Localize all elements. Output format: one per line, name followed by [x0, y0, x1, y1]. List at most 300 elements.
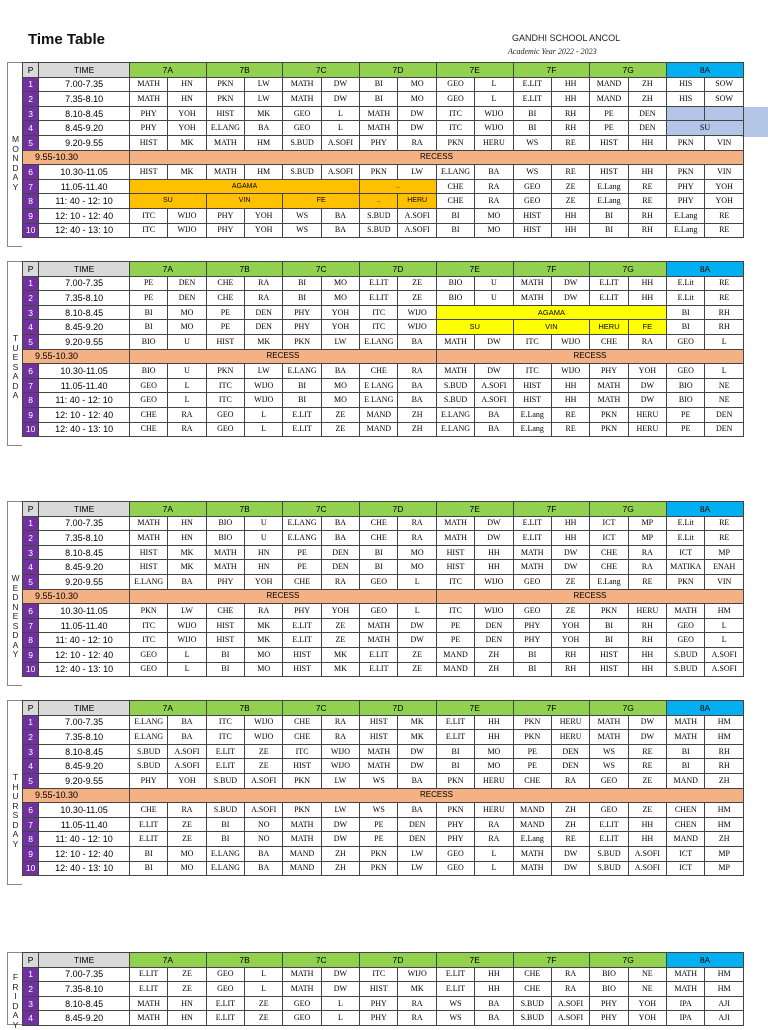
subject-cell: ICT: [667, 846, 705, 861]
subject-cell: ITC: [436, 121, 474, 136]
subject-cell: CHE: [129, 803, 167, 818]
subject-cell: L: [245, 407, 283, 422]
subject-cell: ITC: [360, 320, 398, 335]
subject-cell: U: [168, 364, 206, 379]
subject-cell: ZH: [475, 662, 513, 677]
subject-cell: ZE: [551, 179, 589, 194]
subject-cell: MATH: [129, 77, 167, 92]
table-row: [23, 633, 744, 648]
table-row: [23, 803, 744, 818]
recess-label: RECESS: [129, 788, 743, 803]
header-class: 7F: [513, 262, 590, 277]
subject-cell: NE: [628, 982, 666, 997]
period-time: 7.35-8.10: [39, 92, 130, 107]
subject-cell: YOH: [321, 305, 359, 320]
header-row: [23, 701, 744, 716]
subject-cell: S.BUD: [590, 846, 628, 861]
subject-cell: RA: [398, 135, 436, 150]
subject-cell: RA: [398, 996, 436, 1011]
subject-cell: S.BUD: [436, 378, 474, 393]
subject-cell: RA: [245, 276, 283, 291]
subject-cell: PHY: [590, 1011, 628, 1026]
table-row: [23, 516, 744, 531]
subject-cell: RE: [551, 407, 589, 422]
header-class: 7B: [206, 502, 283, 517]
subject-cell: DW: [398, 759, 436, 774]
subject-cell: HH: [628, 832, 666, 847]
subject-cell: HIST: [360, 982, 398, 997]
subject-cell: CHE: [129, 407, 167, 422]
subject-cell: DW: [475, 531, 513, 546]
subject-cell: ITC: [206, 715, 244, 730]
subject-cell: L: [475, 92, 513, 107]
subject-cell: DW: [475, 516, 513, 531]
day-block: [7, 700, 744, 885]
subject-cell: E.LIT: [436, 967, 474, 982]
subject-cell: HIS: [667, 77, 705, 92]
table-row: [23, 662, 744, 677]
period-time: 7.35-8.10: [39, 531, 130, 546]
subject-cell: MK: [398, 715, 436, 730]
table-row: [23, 604, 744, 619]
subject-cell: DW: [398, 106, 436, 121]
subject-cell: ZE: [551, 194, 589, 209]
subject-cell: PHY: [283, 320, 321, 335]
subject-cell: MATH: [667, 982, 705, 997]
header-class: 7B: [206, 953, 283, 968]
subject-cell: WS: [590, 759, 628, 774]
subject-cell: HIST: [129, 165, 167, 180]
subject-cell: MK: [245, 106, 283, 121]
subject-cell: HH: [475, 982, 513, 997]
subject-cell: CHE: [436, 194, 474, 209]
subject-cell: DEN: [628, 106, 666, 121]
subject-cell: HN: [168, 516, 206, 531]
subject-cell: ZH: [705, 832, 744, 847]
subject-cell: PHY: [513, 633, 551, 648]
subject-cell: U: [475, 291, 513, 306]
subject-cell: E.LIT: [513, 92, 551, 107]
period-time: 11.05-11.40: [39, 817, 130, 832]
subject-cell: HIST: [590, 647, 628, 662]
table-row: [23, 150, 744, 165]
subject-cell: BI: [590, 208, 628, 223]
subject-cell: HH: [475, 545, 513, 560]
subject-cell: PE: [436, 633, 474, 648]
period-number: 2: [23, 531, 39, 546]
subject-cell: HH: [551, 77, 589, 92]
day-name: T H U R S D A Y: [12, 772, 19, 849]
subject-cell: BA: [321, 208, 359, 223]
subject-cell: RH: [628, 633, 666, 648]
subject-cell: DW: [551, 861, 589, 876]
subject-cell: MK: [168, 165, 206, 180]
subject-cell: BI: [206, 832, 244, 847]
subject-cell: DW: [398, 121, 436, 136]
header-class: 7B: [206, 701, 283, 716]
table-row: [23, 744, 744, 759]
subject-cell: RE: [551, 135, 589, 150]
subject-cell: RH: [551, 106, 589, 121]
subject-cell: HIST: [513, 208, 551, 223]
subject-cell: GEO: [283, 1011, 321, 1026]
subject-cell: DEN: [321, 560, 359, 575]
header-class: 7F: [513, 502, 590, 517]
subject-cell: LW: [168, 604, 206, 619]
subject-cell: ITC: [513, 364, 551, 379]
subject-cell: ZE: [245, 996, 283, 1011]
subject-cell: BI: [590, 618, 628, 633]
subject-cell: ZE: [398, 662, 436, 677]
subject-cell: GEO: [667, 334, 705, 349]
subject-cell: [705, 106, 744, 121]
subject-cell: E.LIT: [436, 982, 474, 997]
subject-cell: L: [321, 1011, 359, 1026]
subject-cell: YOH: [321, 320, 359, 335]
subject-cell: BA: [398, 803, 436, 818]
subject-cell: ITC: [360, 305, 398, 320]
subject-cell: MATH: [513, 291, 551, 306]
table-row: [23, 223, 744, 238]
subject-cell: MATH: [590, 378, 628, 393]
subject-cell: RH: [551, 647, 589, 662]
subject-cell: L: [475, 861, 513, 876]
subject-cell: E.LANG: [360, 334, 398, 349]
period-number: 5: [23, 773, 39, 788]
period-time: 9.20-9.55: [39, 334, 130, 349]
subject-cell: ZE: [398, 276, 436, 291]
header-class: 7G: [590, 262, 667, 277]
header-class: 7D: [360, 701, 437, 716]
subject-cell: MATH: [283, 92, 321, 107]
subject-cell: E.LANG: [436, 165, 474, 180]
subject-cell: E.LIT: [360, 276, 398, 291]
subject-cell: RA: [398, 531, 436, 546]
subject-cell: PHY: [206, 208, 244, 223]
subject-cell: RA: [398, 516, 436, 531]
period-time: 8.10-8.45: [39, 545, 130, 560]
subject-cell: E.Lit: [667, 531, 705, 546]
subject-cell: ZE: [628, 803, 666, 818]
subject-cell: DW: [321, 832, 359, 847]
subject-cell: WIJO: [321, 744, 359, 759]
table-row: [23, 788, 744, 803]
subject-cell: PHY: [129, 106, 167, 121]
subject-cell: L: [475, 77, 513, 92]
subject-cell: RA: [475, 832, 513, 847]
subject-cell: GEO: [206, 967, 244, 982]
subject-cell: E.LIT: [283, 633, 321, 648]
subject-cell: HIST: [590, 662, 628, 677]
subject-cell: HH: [475, 560, 513, 575]
subject-cell: DEN: [321, 545, 359, 560]
subject-cell: IPA: [667, 996, 705, 1011]
subject-cell: ITC: [360, 967, 398, 982]
subject-cell: MAND: [667, 832, 705, 847]
subject-cell: BI: [360, 545, 398, 560]
header-class: 8A: [667, 262, 744, 277]
period-number: 7: [23, 378, 39, 393]
subject-cell: PKN: [667, 165, 705, 180]
subject-cell: HIST: [360, 730, 398, 745]
subject-cell: ITC: [129, 208, 167, 223]
recess-time: 9.55-10.30: [23, 788, 130, 803]
subject-cell: BI: [283, 393, 321, 408]
subject-cell: MATH: [513, 560, 551, 575]
header-class: 7F: [513, 701, 590, 716]
subject-cell: MO: [321, 378, 359, 393]
subject-cell: MATH: [283, 982, 321, 997]
subject-cell: RA: [628, 334, 666, 349]
subject-cell: MATH: [667, 715, 705, 730]
subject-cell: CHEN: [667, 803, 705, 818]
header-p: P: [23, 701, 39, 716]
subject-cell: HIST: [283, 647, 321, 662]
subject-cell: GEO: [513, 574, 551, 589]
subject-cell: YOH: [245, 208, 283, 223]
subject-cell: RE: [628, 759, 666, 774]
subject-cell: MATH: [360, 744, 398, 759]
period-time: 12: 10 - 12: 40: [39, 407, 130, 422]
subject-cell: MO: [475, 744, 513, 759]
subject-cell: S.BUD: [129, 744, 167, 759]
period-number: 1: [23, 516, 39, 531]
subject-cell: AJI: [705, 996, 744, 1011]
period-number: 4: [23, 759, 39, 774]
subject-cell: ITC: [436, 106, 474, 121]
period-time: 12: 40 - 13: 10: [39, 223, 130, 238]
period-number: 6: [23, 364, 39, 379]
subject-cell: LW: [245, 92, 283, 107]
subject-cell: NO: [245, 817, 283, 832]
subject-cell: PHY: [283, 305, 321, 320]
period-time: 12: 10 - 12: 40: [39, 208, 130, 223]
subject-cell: PHY: [360, 1011, 398, 1026]
subject-cell: HERU: [551, 715, 589, 730]
period-number: 9: [23, 647, 39, 662]
subject-cell: HIST: [206, 633, 244, 648]
subject-cell: YOH: [551, 618, 589, 633]
table-row: [23, 647, 744, 662]
subject-cell: CHEN: [667, 817, 705, 832]
subject-cell: MP: [628, 531, 666, 546]
subject-cell: DW: [321, 982, 359, 997]
subject-cell: NO: [245, 832, 283, 847]
subject-cell: HH: [551, 393, 589, 408]
subject-cell: ZH: [551, 817, 589, 832]
subject-cell: DEN: [628, 121, 666, 136]
period-number: 4: [23, 320, 39, 335]
period-number: 10: [23, 861, 39, 876]
subject-cell: ITC: [283, 744, 321, 759]
agama-label: AGAMA: [129, 179, 359, 194]
table-row: [23, 393, 744, 408]
subject-cell: E.Lang: [590, 574, 628, 589]
subject-cell: PKN: [513, 730, 551, 745]
subject-cell: BIO: [590, 982, 628, 997]
day-label-column: [7, 952, 22, 1030]
period-time: 12: 40 - 13: 10: [39, 662, 130, 677]
header-row: [23, 63, 744, 78]
period-time: 8.10-8.45: [39, 996, 130, 1011]
timetable-table: [22, 700, 744, 876]
agama-cell: FE: [628, 320, 666, 335]
subject-cell: NE: [628, 967, 666, 982]
subject-cell: MATH: [436, 364, 474, 379]
period-time: 8.45-9.20: [39, 320, 130, 335]
table-row: [23, 106, 744, 121]
subject-cell: L: [168, 662, 206, 677]
subject-cell: WS: [590, 744, 628, 759]
subject-cell: MK: [398, 982, 436, 997]
subject-cell: MATH: [360, 121, 398, 136]
subject-cell: ICT: [667, 545, 705, 560]
period-number: 3: [23, 996, 39, 1011]
period-number: 8: [23, 194, 39, 209]
subject-cell: DW: [551, 846, 589, 861]
subject-cell: ITC: [206, 378, 244, 393]
subject-cell: HERU: [475, 135, 513, 150]
subject-cell: E.LIT: [129, 832, 167, 847]
subject-cell: E.LIT: [436, 730, 474, 745]
recess-label: RECESS: [129, 589, 436, 604]
table-row: [23, 817, 744, 832]
subject-cell: WIJO: [245, 378, 283, 393]
subject-cell: BI: [129, 861, 167, 876]
subject-cell: A.SOFI: [475, 378, 513, 393]
subject-cell: RA: [551, 967, 589, 982]
period-number: 6: [23, 604, 39, 619]
subject-cell: PE: [513, 744, 551, 759]
period-number: 10: [23, 422, 39, 437]
subject-cell: RH: [628, 618, 666, 633]
subject-cell: PHY: [129, 121, 167, 136]
subject-cell: MK: [168, 560, 206, 575]
subject-cell: PKN: [206, 92, 244, 107]
period-time: 10.30-11.05: [39, 165, 130, 180]
subject-cell: E.LIT: [129, 817, 167, 832]
subject-cell: RH: [705, 744, 744, 759]
period-time: 9.20-9.55: [39, 135, 130, 150]
subject-cell: MATH: [667, 730, 705, 745]
recess-time: 9.55-10.30: [23, 150, 130, 165]
subject-cell: YOH: [628, 364, 666, 379]
period-time: 12: 40 - 13: 10: [39, 422, 130, 437]
table-row: [23, 982, 744, 997]
subject-cell: ZE: [245, 759, 283, 774]
subject-cell: BIO: [667, 393, 705, 408]
period-number: 3: [23, 545, 39, 560]
day-name: M O N D A Y: [11, 134, 20, 192]
subject-cell: MATH: [360, 759, 398, 774]
subject-cell: BA: [475, 422, 513, 437]
subject-cell: PE: [283, 560, 321, 575]
table-row: [23, 589, 744, 604]
subject-cell: A.SOFI: [551, 996, 589, 1011]
period-time: 7.00-7.35: [39, 77, 130, 92]
subject-cell: HH: [475, 715, 513, 730]
subject-cell: PE: [436, 618, 474, 633]
subject-cell: BA: [475, 407, 513, 422]
subject-cell: S.BUD: [360, 223, 398, 238]
subject-cell: RA: [321, 715, 359, 730]
subject-cell: A.SOFI: [168, 744, 206, 759]
subject-cell: RH: [705, 759, 744, 774]
subject-cell: RE: [551, 832, 589, 847]
header-time: TIME: [39, 502, 130, 517]
subject-cell: L: [321, 121, 359, 136]
subject-cell: S.BUD: [206, 773, 244, 788]
header-time: TIME: [39, 63, 130, 78]
subject-cell: E.LANG: [436, 422, 474, 437]
table-row: [23, 364, 744, 379]
subject-cell: S.BUD: [513, 996, 551, 1011]
period-number: 3: [23, 106, 39, 121]
header-class: 8A: [667, 502, 744, 517]
subject-cell: E.Lang: [513, 407, 551, 422]
subject-cell: E.Lang: [513, 832, 551, 847]
subject-cell: ZE: [321, 407, 359, 422]
subject-cell: L: [168, 378, 206, 393]
subject-cell: ZH: [321, 861, 359, 876]
subject-cell: GEO: [590, 803, 628, 818]
subject-cell: HH: [551, 223, 589, 238]
subject-cell: GEO: [667, 618, 705, 633]
subject-cell: BIO: [436, 291, 474, 306]
timetable-table: [22, 952, 744, 1026]
subject-cell: L: [705, 364, 744, 379]
period-number: 5: [23, 574, 39, 589]
subject-cell: MK: [245, 633, 283, 648]
table-row: [23, 77, 744, 92]
subject-cell: GEO: [513, 179, 551, 194]
subject-cell: BI: [360, 92, 398, 107]
subject-cell: LW: [398, 846, 436, 861]
subject-cell: MO: [168, 305, 206, 320]
subject-cell: HIST: [436, 560, 474, 575]
subject-cell: PKN: [283, 803, 321, 818]
subject-cell: HM: [705, 967, 744, 982]
subject-cell: MO: [398, 545, 436, 560]
subject-cell: CHE: [206, 276, 244, 291]
subject-cell: PKN: [590, 407, 628, 422]
table-row: [23, 545, 744, 560]
subject-cell: E.LIT: [590, 291, 628, 306]
subject-cell: CHE: [206, 291, 244, 306]
subject-cell: YOH: [705, 194, 744, 209]
period-number: 5: [23, 334, 39, 349]
subject-cell: WIJO: [245, 393, 283, 408]
subject-cell: E.LANG: [206, 121, 244, 136]
agama-note: ..: [360, 179, 437, 194]
table-row: [23, 422, 744, 437]
period-time: 10.30-11.05: [39, 604, 130, 619]
subject-cell: A.SOFI: [321, 165, 359, 180]
subject-cell: BI: [590, 223, 628, 238]
period-time: 11.05-11.40: [39, 179, 130, 194]
subject-cell: BI: [129, 320, 167, 335]
subject-cell: RE: [705, 516, 744, 531]
subject-cell: CHE: [513, 967, 551, 982]
subject-cell: MAND: [513, 803, 551, 818]
subject-cell: E.Lang: [667, 208, 705, 223]
table-row: [23, 378, 744, 393]
subject-cell: MAND: [590, 77, 628, 92]
subject-cell: MO: [168, 861, 206, 876]
subject-cell: MAND: [283, 861, 321, 876]
subject-cell: ZH: [628, 92, 666, 107]
subject-cell: L: [168, 647, 206, 662]
